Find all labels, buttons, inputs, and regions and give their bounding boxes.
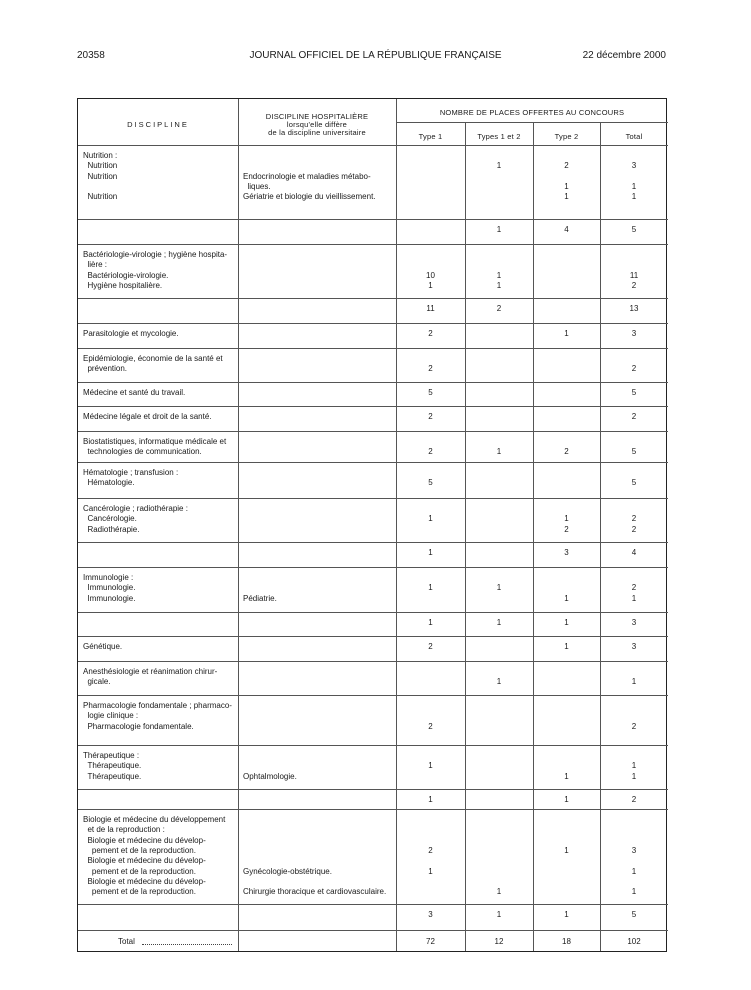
total-cell: 1	[631, 192, 637, 202]
discipline-cell: Nutrition	[83, 161, 118, 171]
hospital-discipline-cell: Endocrinologie et maladies métabo-	[243, 171, 371, 181]
hospital-discipline-cell: Pédiatrie.	[243, 593, 277, 603]
discipline-cell: Cancérologie.	[83, 514, 137, 524]
total-cell: 5	[631, 447, 637, 457]
discipline-cell: Parasitologie et mycologie.	[83, 329, 179, 338]
header-types1and2: Types 1 et 2	[477, 132, 521, 141]
total-cell: 5	[631, 478, 637, 488]
table-rule	[78, 636, 668, 637]
discipline-cell: Biologie et médecine du dévelop-	[83, 835, 206, 845]
type1-cell: 1	[428, 795, 433, 804]
table-rule	[78, 462, 668, 463]
discipline-cell: Pharmacologie fondamentale.	[83, 721, 194, 731]
total-cell: 1	[631, 181, 637, 191]
total-cell: 11	[629, 270, 639, 280]
header-hospital-discipline-line3: de la discipline universitaire	[268, 128, 366, 137]
hospital-discipline-cell: Gynécologie-obstétrique.	[243, 866, 332, 876]
type1-cell: 5	[428, 388, 433, 397]
discipline-cell: Thérapeutique.	[83, 761, 142, 771]
type2-cell: 1	[564, 192, 569, 202]
grand-total-type2: 18	[562, 937, 571, 946]
places-table	[77, 98, 667, 952]
table-rule	[78, 298, 668, 299]
table-rule	[78, 498, 668, 499]
discipline-cell: Pharmacologie fondamentale ; pharmaco-	[83, 701, 232, 710]
type1-cell: 2	[428, 364, 433, 374]
type2-cell: 3	[564, 548, 569, 557]
discipline-cell: Biologie et médecine du dévelop-	[83, 876, 206, 886]
types1and2-cell: 1	[496, 583, 502, 593]
grand-total-total: 102	[627, 937, 641, 946]
total-cell: 1	[631, 887, 637, 897]
type1-cell: 2	[428, 845, 433, 855]
type1-cell: 1	[428, 761, 433, 771]
total-cell: 3	[631, 845, 637, 855]
table-rule	[78, 145, 668, 146]
table-rule	[78, 219, 668, 220]
table-rule	[238, 99, 239, 951]
discipline-cell: lière :	[83, 260, 108, 270]
discipline-cell: Nutrition	[83, 171, 118, 181]
publication-date: 22 décembre 2000	[582, 50, 666, 61]
type1-cell: 2	[428, 329, 433, 338]
total-cell: 1	[631, 761, 637, 771]
discipline-cell: Génétique.	[83, 642, 123, 651]
table-rule	[396, 99, 397, 951]
types1and2-cell: 1	[496, 225, 502, 234]
discipline-cell: Thérapeutique.	[83, 771, 142, 781]
type1-cell: 1	[428, 618, 433, 627]
type2-cell: 1	[564, 642, 569, 651]
type2-cell: 1	[564, 329, 569, 338]
table-rule	[78, 542, 668, 543]
table-rule	[78, 348, 668, 349]
table-rule	[78, 930, 668, 931]
hospital-discipline-cell: Ophtalmologie.	[243, 771, 297, 781]
header-hospital-discipline-line1: DISCIPLINE HOSPITALIÈRE	[265, 112, 369, 121]
header-type2: Type 2	[554, 132, 579, 141]
discipline-cell: Hygiène hospitalière.	[83, 280, 163, 290]
journal-title: JOURNAL OFFICIEL DE LA RÉPUBLIQUE FRANÇAISE	[249, 50, 502, 61]
discipline-cell: Epidémiologie, économie de la santé et	[83, 354, 223, 363]
type2-cell: 1	[564, 618, 569, 627]
hospital-discipline-cell: Gériatrie et biologie du vieillissement.	[243, 192, 376, 202]
type1-cell: 11	[426, 304, 435, 313]
total-cell: 3	[631, 161, 637, 171]
discipline-cell: Bactériologie-virologie ; hygiène hospita-	[83, 250, 228, 259]
total-cell: 13	[629, 304, 639, 313]
type1-cell: 1	[428, 866, 433, 876]
discipline-cell: Biologie et médecine du dévelop-	[83, 856, 206, 866]
type2-cell: 1	[564, 795, 569, 804]
table-rule	[78, 406, 668, 407]
table-rule	[78, 661, 668, 662]
type1-cell: 2	[428, 447, 433, 457]
total-cell: 2	[631, 721, 637, 731]
table-rule	[78, 382, 668, 383]
discipline-cell: prévention.	[83, 364, 128, 374]
discipline-cell: Immunologie :	[83, 573, 134, 582]
total-cell: 2	[631, 583, 637, 593]
type2-cell: 1	[564, 845, 569, 855]
hospital-discipline-cell: liques.	[243, 181, 271, 191]
type1-cell: 10	[426, 270, 435, 280]
grand-total-types1and2: 12	[494, 937, 504, 946]
types1and2-cell: 1	[496, 447, 502, 457]
total-cell: 3	[631, 329, 637, 338]
discipline-cell: Thérapeutique :	[83, 751, 140, 760]
types1and2-cell: 1	[496, 910, 502, 919]
type2-cell: 1	[564, 181, 569, 191]
discipline-cell: Médecine et santé du travail.	[83, 388, 186, 397]
total-cell: 2	[631, 795, 637, 804]
total-cell: 3	[631, 618, 637, 627]
table-rule	[78, 612, 668, 613]
total-cell: 5	[631, 910, 637, 919]
total-cell: 2	[631, 364, 637, 374]
types1and2-cell: 1	[496, 161, 502, 171]
leader-dots	[142, 944, 232, 945]
discipline-cell: Biologie et médecine du développement	[83, 815, 226, 824]
table-rule	[465, 122, 466, 951]
discipline-cell: pement et de la reproduction.	[83, 866, 196, 876]
total-cell: 5	[631, 225, 637, 234]
table-rule	[396, 122, 668, 123]
table-rule	[78, 745, 668, 746]
type1-cell: 1	[428, 548, 433, 557]
grand-total-label: Total	[118, 937, 135, 946]
page-number: 20358	[77, 50, 105, 61]
discipline-cell: Bactériologie-virologie.	[83, 270, 169, 280]
discipline-cell: Anesthésiologie et réanimation chirur-	[83, 667, 218, 676]
total-cell: 1	[631, 771, 637, 781]
total-cell: 2	[631, 524, 637, 534]
type1-cell: 2	[428, 721, 433, 731]
discipline-cell: et de la reproduction :	[83, 825, 165, 835]
discipline-cell: logie clinique :	[83, 711, 139, 721]
type1-cell: 2	[428, 642, 433, 651]
table-rule	[78, 244, 668, 245]
type2-cell: 2	[564, 447, 569, 457]
type2-cell: 2	[564, 161, 569, 171]
total-cell: 3	[631, 642, 637, 651]
header-hospital-discipline-line2: lorsqu'elle diffère	[286, 120, 348, 129]
discipline-cell: Hématologie ; transfusion :	[83, 468, 179, 477]
total-cell: 2	[631, 514, 637, 524]
types1and2-cell: 1	[496, 618, 502, 627]
header-discipline: DISCIPLINE	[127, 120, 189, 129]
discipline-cell: gicale.	[83, 677, 111, 687]
type2-cell: 2	[564, 524, 569, 534]
hospital-discipline-cell: Chirurgie thoracique et cardiovasculaire.	[243, 887, 387, 897]
discipline-cell: Nutrition :	[83, 151, 118, 160]
type2-cell: 1	[564, 771, 569, 781]
discipline-cell: pement et de la reproduction.	[83, 845, 196, 855]
table-rule	[78, 904, 668, 905]
table-rule	[600, 122, 601, 951]
total-cell: 1	[631, 677, 637, 687]
total-cell: 1	[631, 593, 637, 603]
table-rule	[78, 789, 668, 790]
total-cell: 1	[631, 866, 637, 876]
discipline-cell: Nutrition	[83, 192, 118, 202]
total-cell: 2	[631, 412, 637, 421]
total-cell: 2	[631, 280, 637, 290]
table-rule	[78, 431, 668, 432]
discipline-cell: Cancérologie ; radiothérapie :	[83, 504, 188, 513]
header-total: Total	[625, 132, 643, 141]
discipline-cell: Médecine légale et droit de la santé.	[83, 412, 212, 421]
types1and2-cell: 2	[496, 304, 502, 313]
table-rule	[78, 323, 668, 324]
type1-cell: 1	[428, 514, 433, 524]
type2-cell: 1	[564, 910, 569, 919]
type1-cell: 3	[428, 910, 433, 919]
discipline-cell: technologies de communication.	[83, 447, 202, 457]
table-rule	[78, 809, 668, 810]
discipline-cell: Immunologie.	[83, 583, 136, 593]
type1-cell: 5	[428, 478, 433, 488]
type1-cell: 2	[428, 412, 433, 421]
discipline-cell: Hématologie.	[83, 478, 135, 488]
type1-cell: 1	[428, 583, 433, 593]
grand-total-type1: 72	[426, 937, 435, 946]
table-rule	[533, 122, 534, 951]
discipline-cell: Immunologie.	[83, 593, 136, 603]
total-cell: 4	[631, 548, 637, 557]
discipline-cell: Radiothérapie.	[83, 524, 140, 534]
total-cell: 5	[631, 388, 637, 397]
discipline-cell: Biostatistiques, informatique médicale et	[83, 437, 227, 446]
types1and2-cell: 1	[496, 270, 502, 280]
header-places-offered: NOMBRE DE PLACES OFFERTES AU CONCOURS	[439, 108, 625, 117]
type2-cell: 1	[564, 514, 569, 524]
type1-cell: 1	[428, 280, 433, 290]
header-type1: Type 1	[418, 132, 443, 141]
type2-cell: 1	[564, 593, 569, 603]
table-rule	[78, 567, 668, 568]
types1and2-cell: 1	[496, 280, 502, 290]
types1and2-cell: 1	[496, 887, 502, 897]
discipline-cell: pement et de la reproduction.	[83, 887, 196, 897]
table-rule	[78, 695, 668, 696]
type2-cell: 4	[564, 225, 569, 234]
types1and2-cell: 1	[496, 677, 502, 687]
